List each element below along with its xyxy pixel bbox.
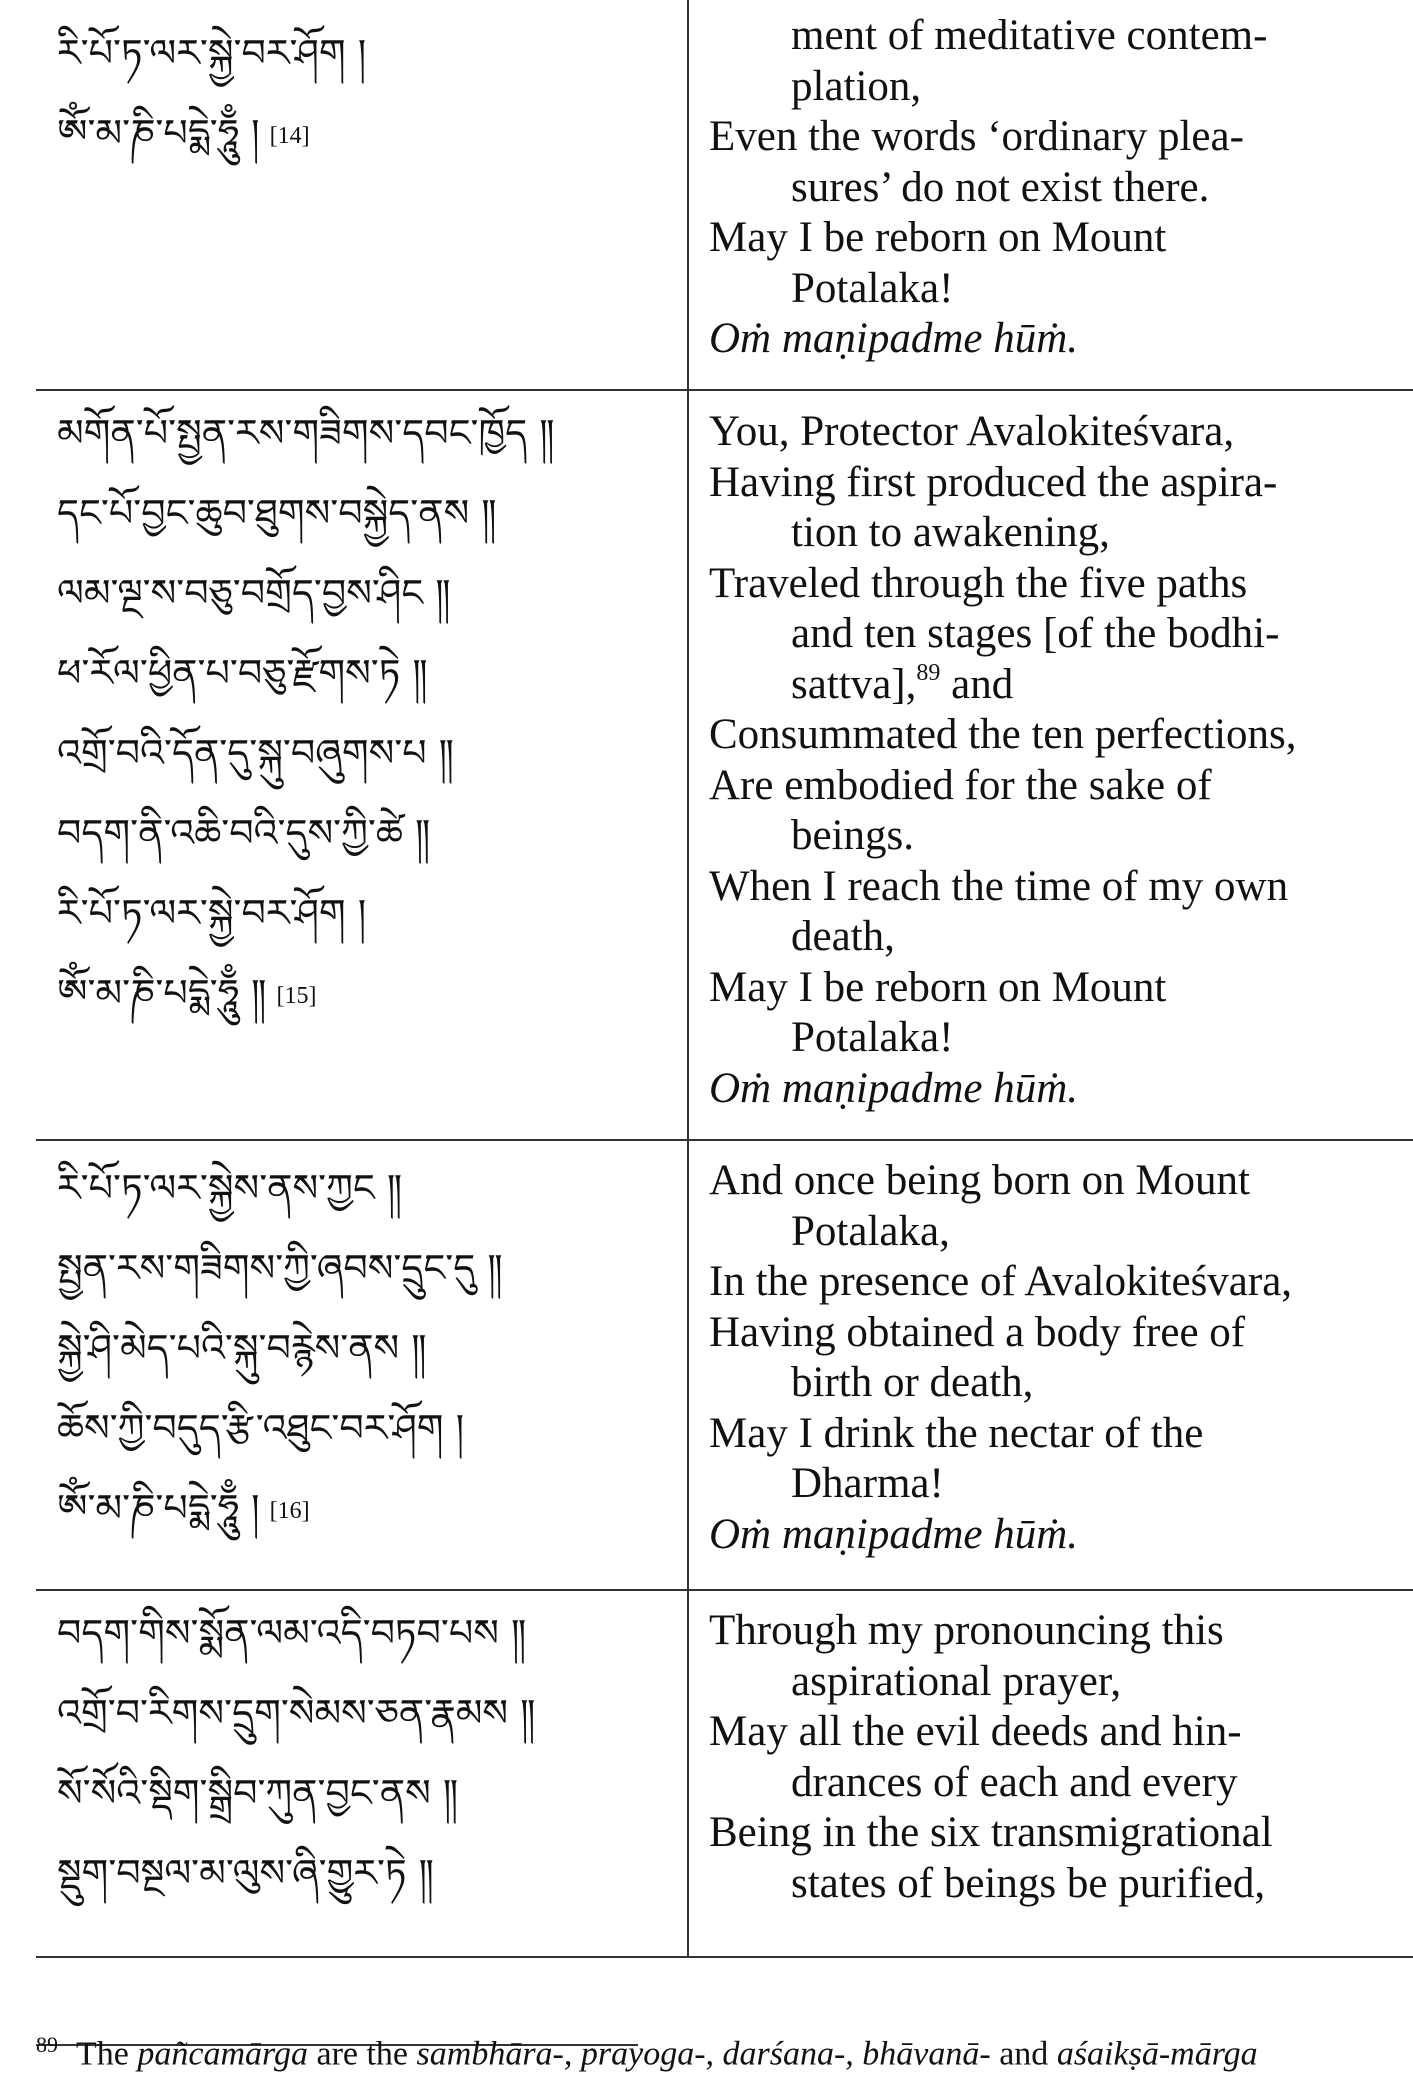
tibetan-line: བདག་ནི་འཆི་བའི་དུས་ཀྱི་ཚེ ༎ — [57, 811, 431, 855]
footnote-number: 89 — [36, 2032, 58, 2057]
tibetan-line: རི་པོ་ཏ་ལར་སྐྱེ་བར་ཤོག ། — [57, 891, 367, 935]
mantra-line: Oṁ maṇipadme hūṁ. — [709, 1510, 1079, 1558]
tibetan-line: དང་པོ་བྱང་ཆུབ་ཐུགས་བསྐྱེད་ནས ༎ — [57, 491, 497, 535]
tibetan-line: སོ་སོའི་སྡིག་སྒྲིབ་ཀུན་བྱང་ནས ༎ — [57, 1771, 459, 1815]
tibetan-line: ལམ་ལྔ་ས་བཅུ་བགྲོད་བྱས་ཤིང ༎ — [57, 571, 451, 615]
tibetan-line: ཕ་རོལ་ཕྱིན་པ་བཅུ་རྫོགས་ཏེ ༎ — [57, 651, 428, 695]
tibetan-line: རི་པོ་ཏ་ལར་སྐྱེས་ནས་ཀྱང ༎ — [57, 1166, 403, 1210]
english-line: aspirational prayer, — [791, 1657, 1122, 1705]
tibetan-line: མགོན་པོ་སྤྱན་རས་གཟིགས་དབང་ཁྱོད ༎ — [57, 411, 555, 455]
tibetan-line: བདག་གིས་སྨོན་ལམ་འདི་བཏབ་པས ༎ — [57, 1611, 527, 1655]
english-line: Potalaka, — [791, 1207, 950, 1255]
english-line: You, Protector Avalokiteśvara, — [709, 408, 1235, 455]
tibetan-line: སྐྱེ་ཤི་མེད་པའི་སྐུ་བརྙེས་ནས ༎ — [57, 1326, 427, 1370]
english-line: plation, — [791, 62, 922, 110]
english-line: Potalaka! — [791, 264, 954, 312]
english-line: Traveled through the five paths — [709, 559, 1248, 607]
english-line: Are embodied for the sake of — [709, 761, 1212, 809]
english-line: In the presence of Avalokiteśvara, — [709, 1258, 1293, 1305]
english-line: birth or death, — [791, 1359, 1034, 1406]
english-line: death, — [791, 913, 895, 960]
tibetan-line: སྤྱན་རས་གཟིགས་ཀྱི་ཞབས་དྲུང་དུ ༎ — [57, 1246, 503, 1290]
row-divider — [36, 1139, 1413, 1141]
english-line: states of beings be purified, — [791, 1859, 1266, 1907]
tibetan-line: སྡུག་བསྔལ་མ་ལུས་ཞི་གྱུར་ཏེ ༎ — [57, 1851, 434, 1895]
english-line: Even the words ‘ordinary plea- — [709, 113, 1244, 160]
english-line: May I be reborn on Mount — [709, 214, 1167, 261]
english-line: Through my pronouncing this — [709, 1607, 1224, 1654]
english-line: and ten stages [of the bodhi- — [791, 610, 1280, 657]
english-line: sattva],$^{89}$ and — [791, 660, 1014, 708]
english-line: When I reach the time of my own — [709, 862, 1289, 910]
row-divider — [36, 1956, 1413, 1958]
tibetan-line: ཨོཾ་མ་ཎི་པདྨེ་ཧཱུྃ ། [14] — [57, 111, 310, 155]
verse-number: [15] — [276, 983, 317, 1009]
mantra-line: Oṁ maṇipadme hūṁ. — [709, 1064, 1079, 1112]
english-verse — [709, 407, 1413, 1114]
english-line: Dharma! — [791, 1460, 944, 1507]
english-line: And once being born on Mount — [709, 1157, 1251, 1204]
english-line: Potalaka! — [791, 1014, 954, 1061]
english-line: sures’ do not exist there. — [791, 163, 1210, 211]
english-line: Consummated the ten perfections, — [709, 711, 1297, 758]
tibetan-line: ཨོཾ་མ་ཎི་པདྨེ་ཧཱུྃ ། [16] — [57, 1486, 310, 1530]
english-line: ment of meditative contem- — [791, 12, 1268, 59]
tibetan-line: ཨོཾ་མ་ཎི་པདྨེ་ཧཱུྃ ༎ [15] — [57, 971, 317, 1015]
english-verse — [709, 11, 1413, 365]
row-divider — [36, 1589, 1413, 1591]
english-line: Being in the six transmigrational — [709, 1809, 1273, 1856]
mantra-line: Oṁ maṇipadme hūṁ. — [709, 315, 1079, 362]
english-verse — [709, 1156, 1413, 1560]
english-verse — [709, 1606, 1413, 1909]
tibetan-line: རི་པོ་ཏ་ལར་སྐྱེ་བར་ཤོག ། — [57, 31, 367, 75]
verse-number: [14] — [269, 123, 310, 149]
tibetan-line: འགྲོ་བའི་དོན་དུ་སྐུ་བཞུགས་པ ༎ — [57, 731, 454, 775]
tibetan-line: འགྲོ་བ་རིགས་དྲུག་སེམས་ཅན་རྣམས ༎ — [57, 1691, 536, 1735]
english-line: beings. — [791, 812, 915, 859]
tibetan-line: ཆོས་ཀྱི་བདུད་རྩི་འཐུང་བར་ཤོག ། — [57, 1406, 465, 1450]
english-line: tion to awakening, — [791, 509, 1110, 556]
english-line: May I be reborn on Mount — [709, 963, 1167, 1011]
english-line: May I drink the nectar of the — [709, 1409, 1204, 1457]
english-line: Having first produced the aspira- — [709, 458, 1278, 506]
verse-number: [16] — [269, 1498, 310, 1524]
row-divider — [36, 389, 1413, 391]
column-divider — [687, 0, 689, 1958]
footnote-ref[interactable]: 89 — [916, 660, 941, 687]
footnote: $^{89}$ The pañcamārga are the sambhāra-, prayoga-, darśana-, bhāvanā- and aśaikṣā-mārga — [36, 2032, 1258, 2073]
english-line: May all the evil deeds and hin- — [709, 1708, 1242, 1755]
english-line: drances of each and every — [791, 1758, 1238, 1806]
english-line: Having obtained a body free of — [709, 1308, 1246, 1356]
